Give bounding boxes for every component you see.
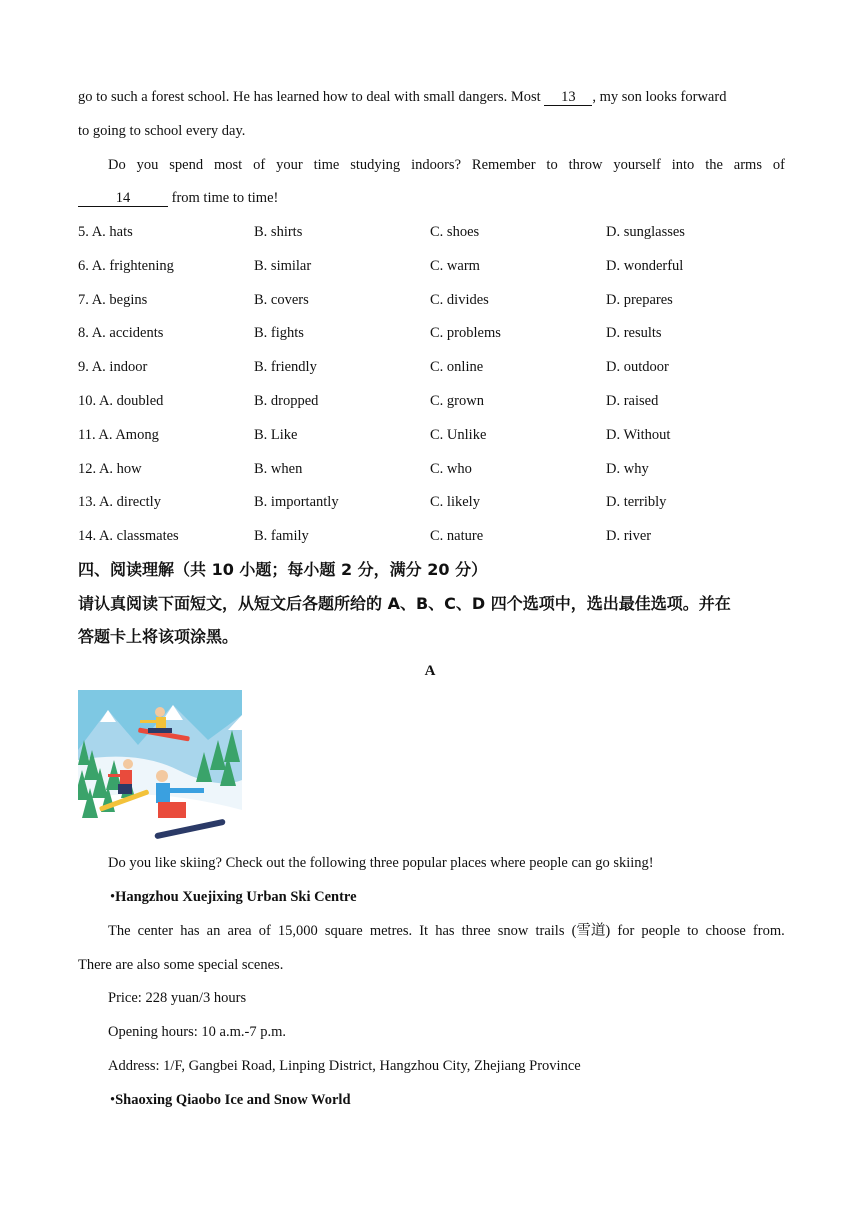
option-choice: B. dropped bbox=[254, 393, 319, 409]
option-choice: B. Like bbox=[254, 426, 298, 443]
place2-title: Shaoxing Qiaobo Ice and Snow World bbox=[115, 1092, 351, 1108]
passage-line-2: to going to school every day. bbox=[78, 123, 246, 139]
section-instruction-1: 请认真阅读下面短文，从短文后各题所给的 A、B、C、D 四个选项中，选出最佳选项。并在 bbox=[78, 594, 731, 613]
word: of bbox=[253, 157, 266, 173]
option-choice: D. terribly bbox=[606, 494, 667, 511]
option-choice: D. outdoor bbox=[606, 359, 669, 376]
word: to bbox=[687, 923, 699, 939]
option-choice: 10. A. doubled bbox=[78, 393, 164, 409]
option-choice: D. Without bbox=[606, 426, 671, 443]
passage-line-4 bbox=[78, 189, 785, 207]
option-choice: B. fights bbox=[254, 325, 304, 342]
word: people bbox=[641, 923, 681, 939]
word: has bbox=[180, 923, 200, 939]
option-row bbox=[78, 493, 798, 511]
option-row bbox=[78, 527, 798, 545]
word: The bbox=[108, 923, 131, 939]
word: for bbox=[617, 923, 635, 939]
option-choice: 13. A. directly bbox=[78, 494, 161, 511]
option-row bbox=[78, 358, 798, 376]
option-choice: D. why bbox=[606, 460, 649, 477]
word: the bbox=[705, 157, 723, 173]
place1-title: Hangzhou Xuejixing Urban Ski Centre bbox=[115, 889, 357, 905]
place1-address: Address: 1/F, Gangbei Road, Linping District, Hangzhou City, Zhejiang Province bbox=[108, 1058, 581, 1074]
word: into bbox=[671, 157, 695, 173]
option-choice: C. who bbox=[430, 460, 472, 477]
word: an bbox=[206, 923, 221, 939]
option-choice: 14. A. classmates bbox=[78, 528, 179, 545]
place1-hours: Opening hours: 10 a.m.-7 p.m. bbox=[108, 1024, 287, 1040]
word: you bbox=[136, 157, 159, 173]
option-choice: 5. A. hats bbox=[78, 224, 133, 240]
option-row bbox=[78, 223, 798, 241]
option-choice: D. sunglasses bbox=[606, 224, 685, 240]
word: trails bbox=[535, 923, 565, 939]
option-choice: B. shirts bbox=[254, 224, 303, 240]
passage-line-3 bbox=[108, 156, 785, 174]
option-row bbox=[78, 460, 798, 478]
option-choice: D. river bbox=[606, 528, 652, 545]
option-choice: D. results bbox=[606, 325, 662, 342]
option-choice: C. likely bbox=[430, 494, 480, 511]
word: your bbox=[276, 157, 303, 173]
word: center bbox=[137, 923, 174, 939]
option-choice: C. Unlike bbox=[430, 426, 487, 443]
option-choice: C. shoes bbox=[430, 224, 480, 240]
option-choice: B. covers bbox=[254, 291, 309, 308]
word: arms bbox=[733, 157, 762, 173]
word: has bbox=[435, 923, 455, 939]
word: time bbox=[313, 157, 340, 173]
option-choice: D. wonderful bbox=[606, 257, 684, 274]
place2-heading bbox=[110, 1091, 785, 1109]
word: snow bbox=[497, 923, 529, 939]
word: Do bbox=[108, 157, 126, 173]
word: indoors? bbox=[411, 157, 462, 173]
word: of bbox=[258, 923, 271, 939]
option-choice: C. warm bbox=[430, 257, 480, 274]
option-choice: B. when bbox=[254, 460, 303, 477]
word: choose bbox=[705, 923, 746, 939]
reading-intro: Do you like skiing? Check out the following three popular places where people can go skiing! bbox=[108, 855, 654, 871]
place1-desc-line-1 bbox=[108, 922, 785, 940]
option-choice: B. friendly bbox=[254, 359, 317, 376]
word: most bbox=[214, 157, 243, 173]
option-row bbox=[78, 291, 798, 309]
option-row bbox=[78, 392, 798, 410]
option-choice: C. nature bbox=[430, 528, 484, 545]
option-choice: 7. A. begins bbox=[78, 291, 148, 308]
passage-text: , my son looks forward bbox=[592, 89, 727, 105]
option-choice: C. problems bbox=[430, 325, 501, 342]
place1-heading bbox=[110, 888, 785, 906]
word: of bbox=[772, 157, 785, 173]
place1-price: Price: 228 yuan/3 hours bbox=[108, 990, 247, 1006]
passage-label: A bbox=[424, 663, 436, 679]
option-choice: B. importantly bbox=[254, 494, 339, 511]
option-choice: D. prepares bbox=[606, 291, 673, 308]
word: area bbox=[227, 923, 252, 939]
blank-13: 13 bbox=[544, 90, 592, 106]
word: 15,000 bbox=[277, 923, 318, 939]
section-instruction-2: 答题卡上将该项涂黑。 bbox=[78, 627, 239, 646]
blank-14: 14 bbox=[78, 191, 168, 207]
word: three bbox=[461, 923, 491, 939]
passage-text: go to such a forest school. He has learned how to deal with small dangers. Most bbox=[78, 89, 545, 105]
word: studying bbox=[350, 157, 401, 173]
passage-text: from time to time! bbox=[168, 190, 279, 206]
passage-line-1 bbox=[78, 88, 785, 106]
bullet: • bbox=[110, 889, 116, 905]
place1-desc-line-2: There are also some special scenes. bbox=[78, 957, 284, 973]
word: It bbox=[419, 923, 429, 939]
option-row bbox=[78, 324, 798, 342]
word: Remember bbox=[471, 157, 536, 173]
option-choice: B. similar bbox=[254, 257, 312, 274]
word: yourself bbox=[613, 157, 661, 173]
word: square bbox=[324, 923, 363, 939]
option-row bbox=[78, 257, 798, 275]
option-choice: 6. A. frightening bbox=[78, 257, 174, 274]
option-row bbox=[78, 426, 798, 444]
section-heading: 四、阅读理解（共 10 小题；每小题 2 分，满分 20 分） bbox=[78, 560, 488, 579]
option-choice: D. raised bbox=[606, 393, 659, 409]
option-choice: 12. A. how bbox=[78, 460, 142, 477]
word: metres. bbox=[369, 923, 413, 939]
option-choice: 9. A. indoor bbox=[78, 359, 148, 376]
option-choice: B. family bbox=[254, 528, 309, 545]
bullet: • bbox=[110, 1092, 116, 1108]
word: from. bbox=[752, 923, 785, 939]
word: spend bbox=[169, 157, 204, 173]
word: throw bbox=[568, 157, 603, 173]
option-choice: C. online bbox=[430, 359, 484, 376]
option-choice: 8. A. accidents bbox=[78, 325, 164, 342]
word: (雪道) bbox=[571, 923, 611, 939]
option-choice: C. divides bbox=[430, 291, 489, 308]
option-choice: 11. A. Among bbox=[78, 426, 159, 443]
skiing-illustration bbox=[78, 690, 242, 842]
word: to bbox=[546, 157, 558, 173]
option-choice: C. grown bbox=[430, 393, 484, 409]
